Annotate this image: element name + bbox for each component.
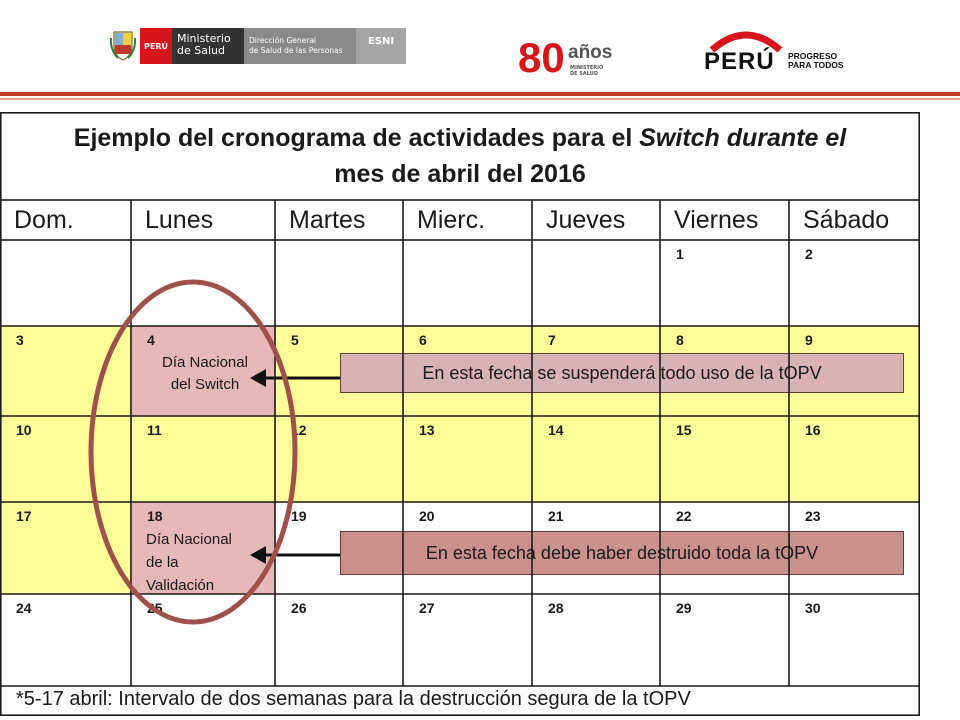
day-cell: 19 [291,508,307,524]
event-validation-line-3: Validación [146,577,215,594]
day-cell-event: 4 [131,326,275,416]
title-line-2: mes de abril del 2016 [334,160,586,188]
day-cell: 14 [532,416,660,502]
day-cell: 5 [275,326,403,416]
direction-line-2: de Salud de las Personas [249,46,343,55]
ministry-line-2: de Salud [177,44,225,57]
peru-tagline [788,52,844,70]
day-cell: 25 [147,600,163,616]
peru-coat-of-arms-icon [110,28,136,62]
day-cell: 26 [291,600,307,616]
day-cell: 13 [403,416,532,502]
day-cell: 12 [275,416,403,502]
day-cell: 16 [789,416,920,502]
callout-destroy-topv: En esta fecha debe haber destruido toda la tOPV [340,531,904,575]
peru-word: PERÚ [704,48,775,75]
day-cell: 29 [676,600,692,616]
day-cell: 23 [805,508,821,524]
event-validation-line-2: de la [146,554,179,571]
direction-line-1: Dirección General [249,36,317,45]
80-subtitle [570,65,603,77]
title-line-1-italic: Switch durante el [639,124,847,152]
day-cell: 20 [419,508,435,524]
day-header-saturday: Sábado [803,206,890,234]
day-cell: 17 [0,502,131,594]
day-header-thursday: Jueves [546,206,626,234]
calendar-grid-overlay [0,112,920,716]
day-cell: 21 [548,508,564,524]
80-sub-1: MINISTERIO [570,65,604,71]
header-rule [0,92,960,96]
esni-label: ESNI [356,28,406,64]
day-cell: 10 [0,416,131,502]
event-validation-line-1: Día Nacional [146,531,232,548]
day-cell: 2 [805,246,813,262]
peru-label: PERÚ [140,28,172,64]
tagline-2: PARA TODOS [788,60,844,70]
day-cell: 24 [16,600,32,616]
peru-progreso-logo [704,30,874,74]
day-cell: 22 [676,508,692,524]
day-cell: 7 [532,326,660,416]
arrow-to-day-4 [250,369,340,387]
event-switch-line-1: Día Nacional [162,354,248,371]
grid-lines [0,113,920,715]
day-header-friday: Viernes [674,206,759,234]
day-header-wednesday: Mierc. [417,206,486,234]
day-cell: 28 [548,600,564,616]
day-cell: 27 [419,600,435,616]
minsa-logo [110,28,406,64]
day-cell: 8 [660,326,789,416]
arrow-to-day-18 [250,546,340,564]
direction-label [244,28,356,64]
footnote: *5-17 abril: Intervalo de dos semanas para la destrucción segura de la tOPV [16,688,691,710]
day-cell-event: 18 [131,502,275,594]
day-cell: 9 [789,326,920,416]
title-line-1-plain: Ejemplo del cronograma de actividades para el [73,124,640,152]
day-header-tuesday: Martes [289,206,366,234]
tagline-1: PROGRESO [788,51,838,61]
day-cell: 6 [403,326,532,416]
day-cell: 1 [676,246,684,262]
event-switch-line-2: del Switch [170,376,240,393]
header-rule-thin [0,98,960,100]
day-cell: 11 [131,416,275,502]
80-emblem-icon [514,28,574,84]
ministry-line-1: Ministerio [177,32,231,45]
callout-suspend-topv: En esta fecha se suspenderá todo uso de la tOPV [340,353,904,393]
day-cell: 15 [660,416,789,502]
header [0,0,960,92]
ministry-label [172,28,244,64]
day-cell: 30 [805,600,821,616]
highlight-ellipse [91,282,295,622]
day-header-monday: Lunes [145,206,214,234]
80-anos-logo [514,28,624,84]
80-number: 80 [518,34,565,81]
day-header-sunday: Dom. [14,206,74,234]
anos-word: años [568,42,613,63]
day-cell: 3 [0,326,131,416]
80-sub-2: DE SALUD [570,71,598,77]
